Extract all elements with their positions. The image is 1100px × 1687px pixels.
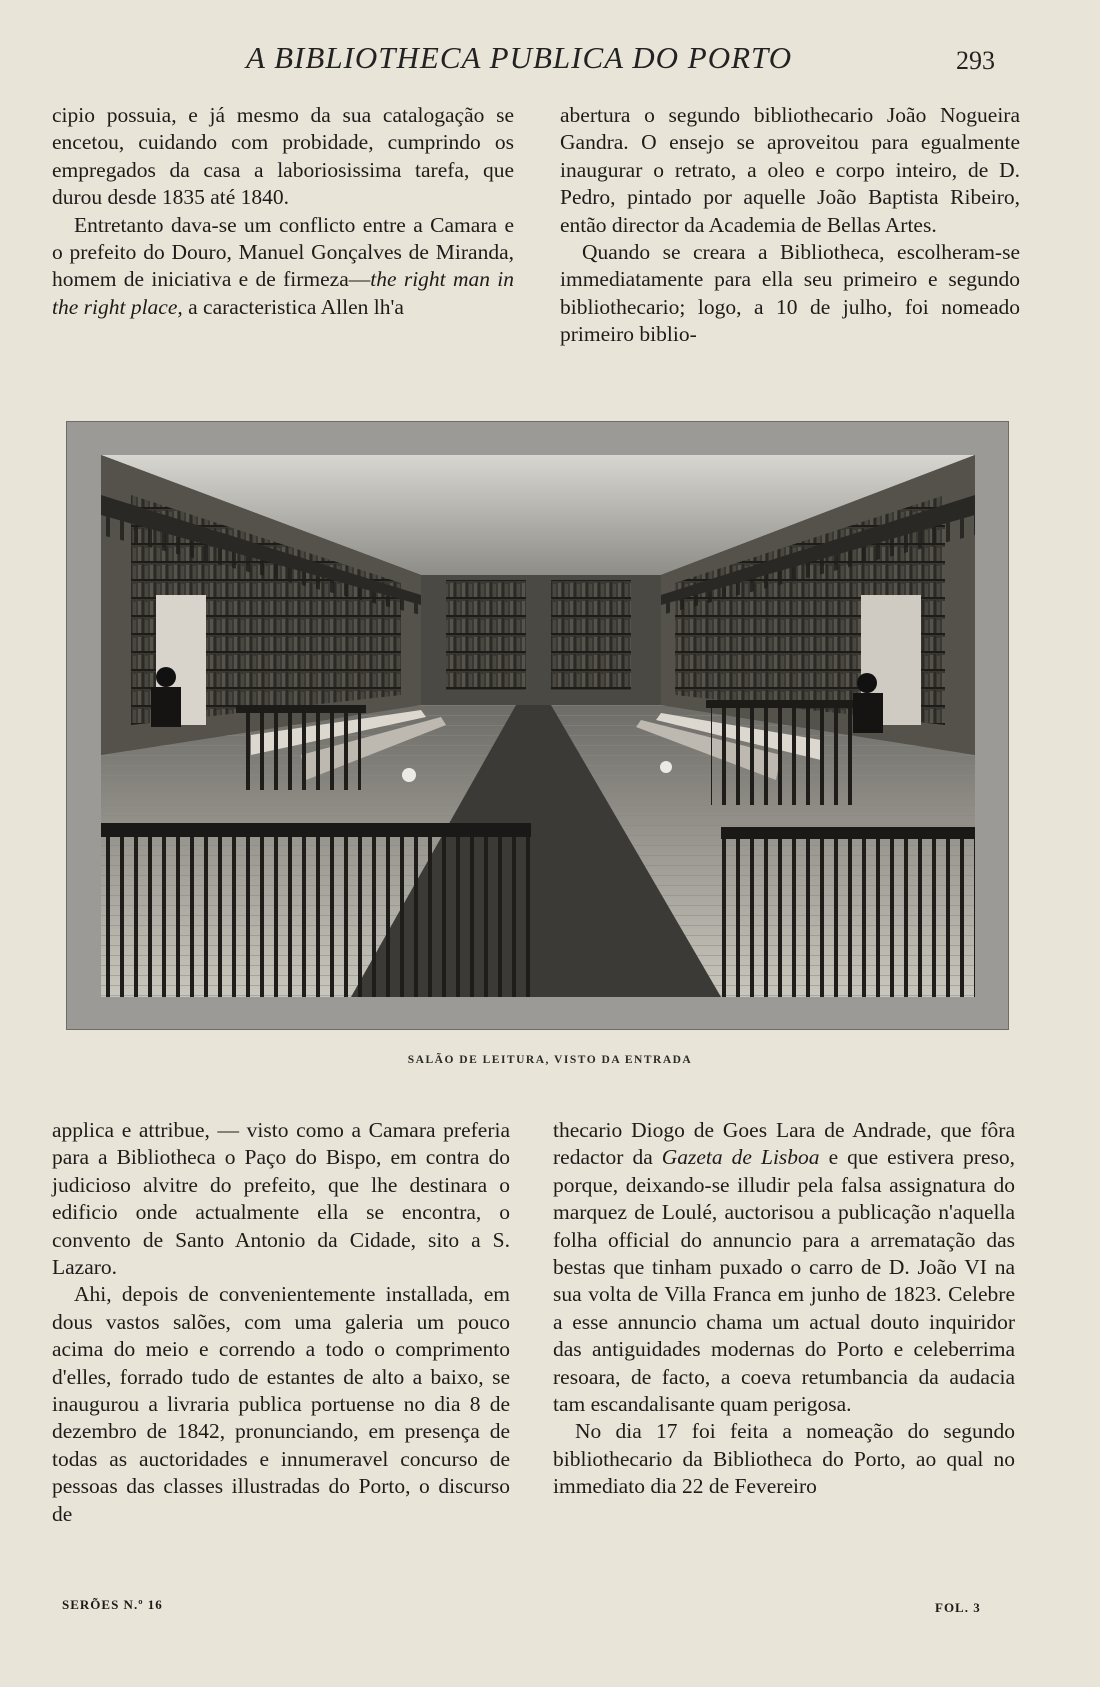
paragraph-text: a caracteristica Allen lh'a — [182, 294, 404, 319]
column-top-left — [52, 102, 514, 321]
paragraph: Quando se creara a Bibliotheca, escolheram-se immediatamente para ella seu primeiro e segundo bibliothecario; logo, a 10 de julho, foi nomeado primeiro biblio- — [560, 240, 1020, 347]
column-bottom-left — [52, 1117, 510, 1528]
running-header — [0, 40, 1100, 80]
paragraph: abertura o segundo bibliothecario João Nogueira Gandra. O ensejo se aproveitou para egualmente inaugurar o retrato, a oleo e corpo inteiro, de D. Pedro, pintado por aquelle João Baptista Ribeiro, então director da Academia de Bellas Artes. — [560, 103, 1020, 237]
italic-phrase: the right man in the right place, — [52, 267, 514, 319]
reading-room-photograph — [101, 455, 975, 997]
paragraph — [52, 212, 514, 322]
paragraph-text: e que estivera preso, porque, deixando-se illudir pela falsa assignatura do marquez de Loulé, auctorisou a publicação n'aquella folha official do annuncio para a arrematação das bestas que tinham puxado o carro de D. João VI na sua volta de Villa Franca em junho de 1823. Celebre a esse annuncio chama um actual douto inquiridor das antiguidades modernas do Porto e celeberrima resoara, de facto, a coeva retumbancia da audacia tam escandalisante quam perigosa. — [553, 1145, 1015, 1417]
paragraph: No dia 17 foi feita a nomeação do segundo bibliothecario da Bibliotheca do Porto, ao qual no immediato dia 22 de Fevereiro — [553, 1419, 1015, 1499]
footer-folio: FOL. 3 — [935, 1600, 981, 1615]
italic-phrase: Gazeta de Lisboa — [661, 1145, 820, 1170]
column-bottom-right — [553, 1117, 1015, 1501]
page-number: 293 — [956, 46, 995, 75]
figure-caption: SALÃO DE LEITURA, VISTO DA ENTRADA — [407, 1054, 693, 1066]
column-top-right — [560, 102, 1020, 349]
photo-plate — [66, 421, 1009, 1030]
paragraph-text: Entretanto dava-se um conflicto entre a Camara e o prefeito do Douro, Manuel Gonçalves de Miranda, homem de iniciativa e de firmeza— — [52, 212, 514, 292]
paragraph: applica e attribue, — visto como a Camara preferia para a Bibliotheca o Paço do Bispo, em contra do judicioso alvitre do prefeito, que lhe destinara o edificio onde actualmente ella se encontra, o convento de Santo Antonio da Cidade, sito a S. Lazaro. — [52, 1118, 510, 1280]
paragraph-text: thecario Diogo de Goes Lara de Andrade, que fôra redactor da — [553, 1118, 1015, 1170]
running-title: A BIBLIOTHECA PUBLICA DO PORTO — [246, 40, 793, 75]
paragraph — [553, 1117, 1015, 1418]
paragraph: Ahi, depois de convenientemente installada, em dous vastos salões, com uma galeria um pouco acima do meio e correndo a todo o comprimento d'elles, forrado tudo de estantes de alto a baixo, se inaugurou a livraria publica portuense no dia 8 de dezembro de 1842, pronunciando, em presença de todas as auctoridades e innumeravel concurso de pessoas das classes illustradas do Porto, o discurso de — [52, 1282, 510, 1526]
paragraph: cipio possuia, e já mesmo da sua catalogação se encetou, cuidando com probidade, cumprindo os empregados da casa a laboriosissima tarefa, que durou desde 1835 até 1840. — [52, 103, 514, 210]
footer-issue: SERÕES N.º 16 — [62, 1597, 163, 1612]
